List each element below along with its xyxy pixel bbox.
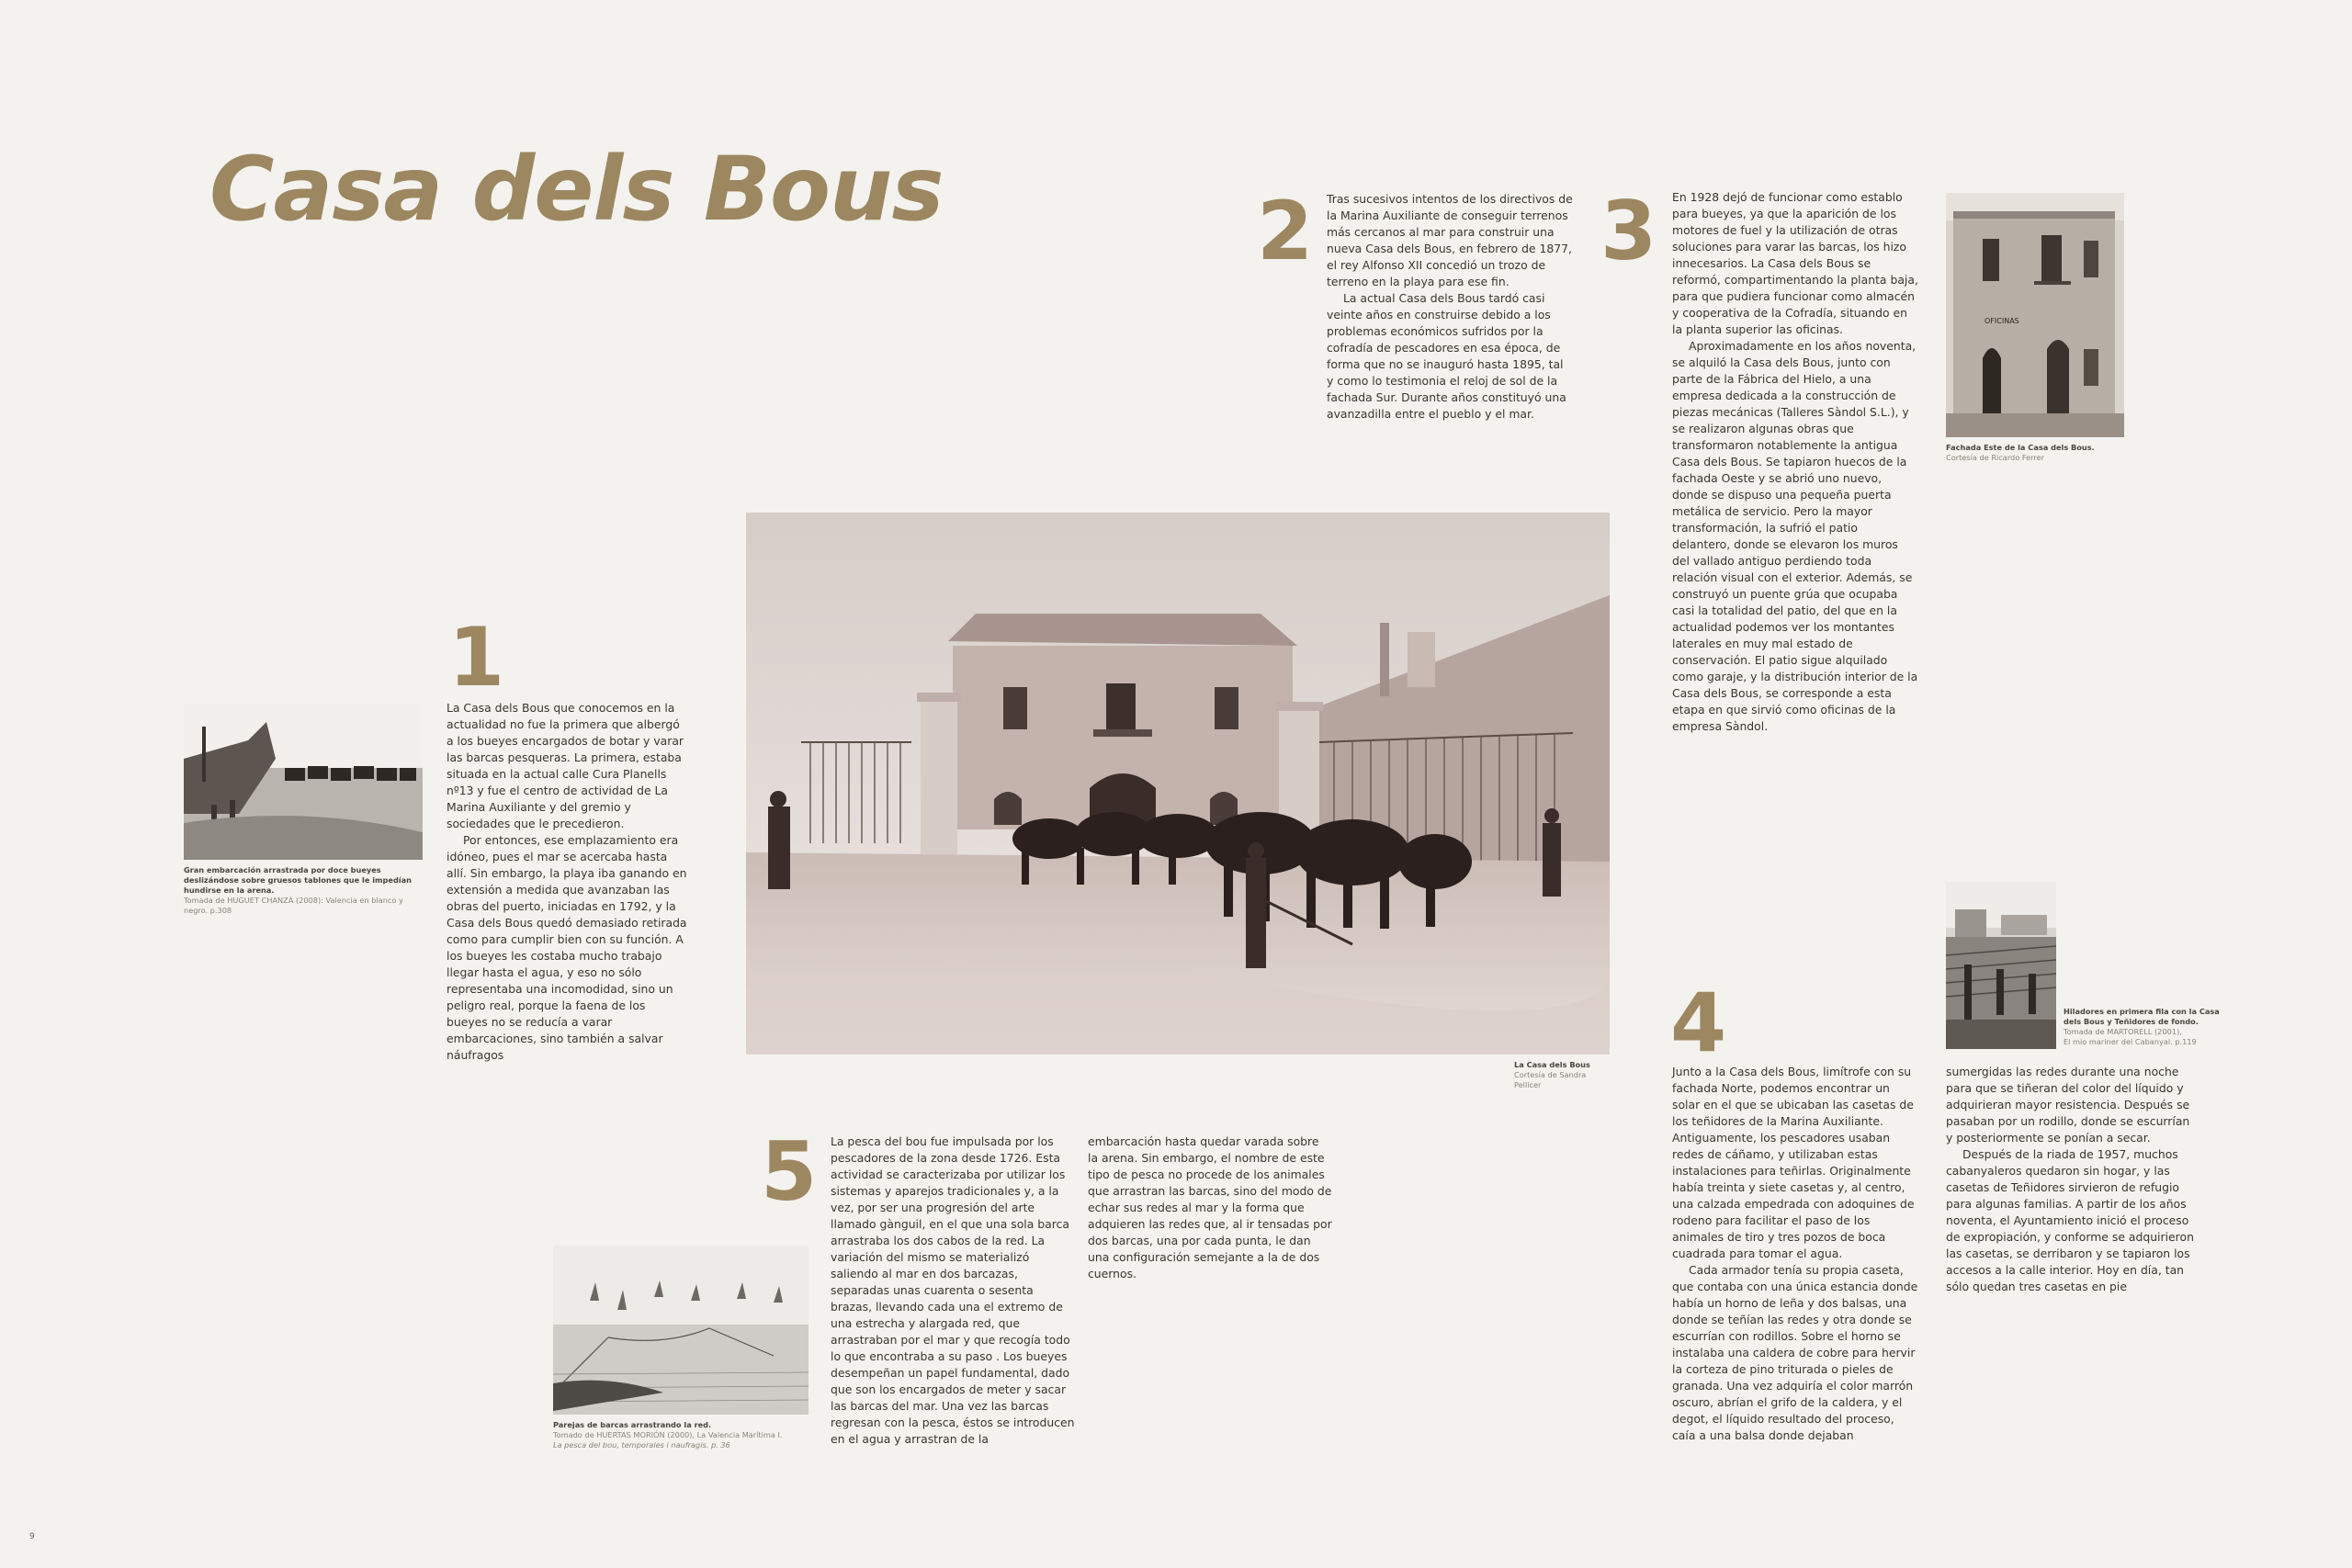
section-4-paragraph: sumergidas las redes durante una noche para que se tiñeran del color del líquido y adquirieran mayor resistencia. Después se pasaban por un rodillo, donde se escurrían y posteriormente se ponían a secar. xyxy=(1946,1065,2190,1145)
facade-photo xyxy=(1946,193,2124,437)
fishing-boats-caption-source-2: La pesca del bou, temporales i naufragis. p. 36 xyxy=(553,1440,730,1450)
section-4-number: 4 xyxy=(1670,976,1727,1070)
facade-caption xyxy=(1946,443,2130,463)
facade-caption-source: Cortesía de Ricardo Ferrer xyxy=(1946,453,2044,462)
dyers-caption-title: Hiladores en primera fila con la Casa dels Bous y Teñidores de fondo. xyxy=(2064,1007,2220,1026)
main-photo xyxy=(746,513,1610,1055)
section-4-paragraph: Junto a la Casa dels Bous, limítrofe con su fachada Norte, podemos encontrar un solar en el que se ubicaban las casetas de los teñidores de la Marina Auxiliante. Antiguamente, los pescadores usaban redes de cáñamo, y utilizaban estas instalaciones para teñirlas. Originalmente había treinta y siete casetas y, al centro, una calzada empedrada con adoquines de rodeno para facilitar el paso de los animales de tiro y tres pozos de boca cuadrada para tomar el agua. xyxy=(1672,1065,1915,1260)
section-5-number: 5 xyxy=(761,1124,818,1219)
facade-caption-title: Fachada Este de la Casa dels Bous. xyxy=(1946,443,2095,452)
section-4-paragraph: Cada armador tenía su propia caseta, que contaba con una única estancia donde había un horno de leña y dos balsas, una donde se teñían las redes y otra donde se escurrían con rodillos. Sobre el horno se instalaba una caldera de cobre para hervir la corteza de pino triturada o pieles de granada. Una vez adquiría el color marrón oscuro, abrían el grifo de la caldera, y el degot, el líquido resultado del proceso, caía a una balsa donde dejaban xyxy=(1672,1263,1918,1442)
fishing-boats-illustration xyxy=(553,1246,808,1415)
oxen-boat-caption-title: Gran embarcación arrastrada por doce bueyes deslizándose sobre gruesos tablones que le impedían hundirse en la arena. xyxy=(184,865,412,895)
dyers-caption xyxy=(2064,1007,2229,1047)
oxen-boat-caption xyxy=(184,865,426,916)
dyers-caption-source-2: El mio mariner del Cabanyal. p.119 xyxy=(2064,1037,2197,1046)
facade-sign-text: OFICINAS xyxy=(1984,317,2019,325)
section-1-paragraph: Por entonces, ese emplazamiento era idóneo, pues el mar se acercaba hasta allí. Sin embargo, la playa iba ganando en extensión a medida que avanzaban las obras del puerto, iniciadas en 1792, y la Casa dels Bous quedó demasiado retirada como para cumplir bien con su función. A los bueyes les costaba mucho trabajo llegar hasta el agua, y eso no sólo representaba una incomodidad, sino un peligro real, porque la faena de los bueyes no se reducía a varar embarcaciones, sino también a salvar náufragos xyxy=(447,833,687,1062)
fishing-boats-caption-title: Parejas de barcas arrastrando la red. xyxy=(553,1420,712,1429)
fishing-boats-caption-source: Tomado de HUERTAS MORIÓN (2000), La Valencia Marítima I. xyxy=(553,1430,783,1439)
page-number: 9 xyxy=(29,1532,35,1541)
section-5-paragraph: La pesca del bou fue impulsada por los pescadores de la zona desde 1726. Esta actividad se caracterizaba por utilizar los sistemas y aparejos tradicionales y, a la vez, por ser una progresión del arte llamado gànguil, en el que una sola barca arrastraba los dos cabos de la red. La variación del mismo se materializó saliendo al mar en dos barcazas, separadas unas cuarenta o sesenta brazas, llevando cada una el extremo de una estrecha y alargada red, que arrastraban por el mar y que recogía todo lo que encontraba a su paso . Los bueyes desempeñan un papel fundamental, dado que son los encargados de meter y sacar las barcas del mar. Una vez las barcas regresan con la pesca, éstos se introducen en el agua y arrastran de la xyxy=(831,1134,1075,1446)
main-photo-caption xyxy=(1514,1060,1615,1090)
dyers-photo xyxy=(1946,882,2056,1049)
section-1-text xyxy=(447,700,689,1064)
section-2-number: 2 xyxy=(1257,184,1314,278)
oxen-boat-photo xyxy=(184,704,423,860)
section-5-text-col-2 xyxy=(1088,1134,1332,1282)
section-4-paragraph: Después de la riada de 1957, muchos cabanyaleros quedaron sin hogar, y las casetas de Teñidores sirvieron de refugio para algunas familias. A partir de los años noventa, el Ayuntamiento inició el proceso de expropiación, y conforme se adquirieron las casetas, se derribaron y se tapiaron los accesos a la calle interior. Hoy en día, tan sólo quedan tres casetas en pie xyxy=(1946,1147,2194,1293)
section-1-paragraph: La Casa dels Bous que conocemos en la actualidad no fue la primera que albergó a los bueyes encargados de botar y varar las barcas pesqueras. La primera, estaba situada en la actual calle Cura Planells nº13 y fue el centro de actividad de La Marina Auxiliante y del gremio y sociedades que le precedieron. xyxy=(447,701,684,830)
main-photo-caption-source: Cortesía de Sandra Pellicer xyxy=(1514,1070,1587,1089)
section-2-paragraph: Tras sucesivos intentos de los directivos de la Marina Auxiliante de conseguir terrenos más cercanos al mar para construir una nueva Casa dels Bous, en febrero de 1877, el rey Alfonso XII concedió un trozo de terreno en la playa para ese fin. xyxy=(1327,192,1573,288)
section-3-paragraph: En 1928 dejó de funcionar como establo para bueyes, ya que la aparición de los motores de fuel y la utilización de otras soluciones para varar las barcas, los hizo innecesarios. La Casa dels Bous se reformó, compartimentando la planta baja, para que pudiera funcionar como almacén y cooperativa de la Cofradía, situando en la planta superior las oficinas. xyxy=(1672,190,1918,336)
section-2-text xyxy=(1327,191,1573,423)
section-5-text-col-1 xyxy=(831,1134,1075,1448)
section-3-paragraph: Aproximadamente en los años noventa, se alquiló la Casa dels Bous, junto con parte de la Fábrica del Hielo, a una empresa dedicada a la construcción de piezas mecánicas (Talleres Sàndol S.L.), y se realizaron algunas obras que transformaron notablemente la antigua Casa dels Bous. Se tapiaron huecos de la fachada Oeste y se abrió uno nuevo, donde se dispuso una pequeña puerta metálica de servicio. Pero la mayor transformación, la sufrió el patio delantero, donde se elevaron los muros del vallado antiguo perdiendo toda relación visual con el exterior. Además, se construyó un puente grúa que ocupaba casi la totalidad del patio, del que en la actualidad podemos ver los montantes laterales en muy mal estado de conservación. El patio sigue alquilado como garaje, y la distribución interior de la Casa dels Bous, se corresponde a esta etapa en que sirvió como oficinas de la empresa Sàndol. xyxy=(1672,339,1918,733)
section-2-paragraph: La actual Casa dels Bous tardó casi veinte años en construirse debido a los problemas económicos sufridos por la cofradía de pescadores en esa época, de forma que no se inauguró hasta 1895, tal y como lo testimonia el reloj de sol de la fachada Sur. Durante años constituyó una avanzadilla entre el pueblo y el mar. xyxy=(1327,291,1566,421)
oxen-boat-caption-source: Tomada de HUGUET CHANZÀ (2008): Valencia en blanco y negro. p.308 xyxy=(184,896,403,915)
fishing-boats-caption xyxy=(553,1420,820,1450)
dyers-caption-source: Tomada de MARTORELL (2001), xyxy=(2064,1027,2182,1036)
section-4-text-col-2 xyxy=(1946,1064,2194,1295)
main-photo-caption-title: La Casa dels Bous xyxy=(1514,1060,1590,1069)
section-3-text xyxy=(1672,189,1918,735)
section-3-number: 3 xyxy=(1600,184,1657,278)
section-4-text-col-1 xyxy=(1672,1064,1920,1444)
page-title: Casa dels Bous xyxy=(209,138,944,241)
section-1-number: 1 xyxy=(448,610,505,705)
section-5-paragraph: embarcación hasta quedar varada sobre la arena. Sin embargo, el nombre de este tipo de pesca no procede de los animales que arrastran las barcas, sino del modo de echar sus redes al mar y la forma que adquieren las redes que, al ir tensadas por dos barcas, una por cada punta, le dan una configuración semejante a la de dos cuernos. xyxy=(1088,1134,1332,1280)
